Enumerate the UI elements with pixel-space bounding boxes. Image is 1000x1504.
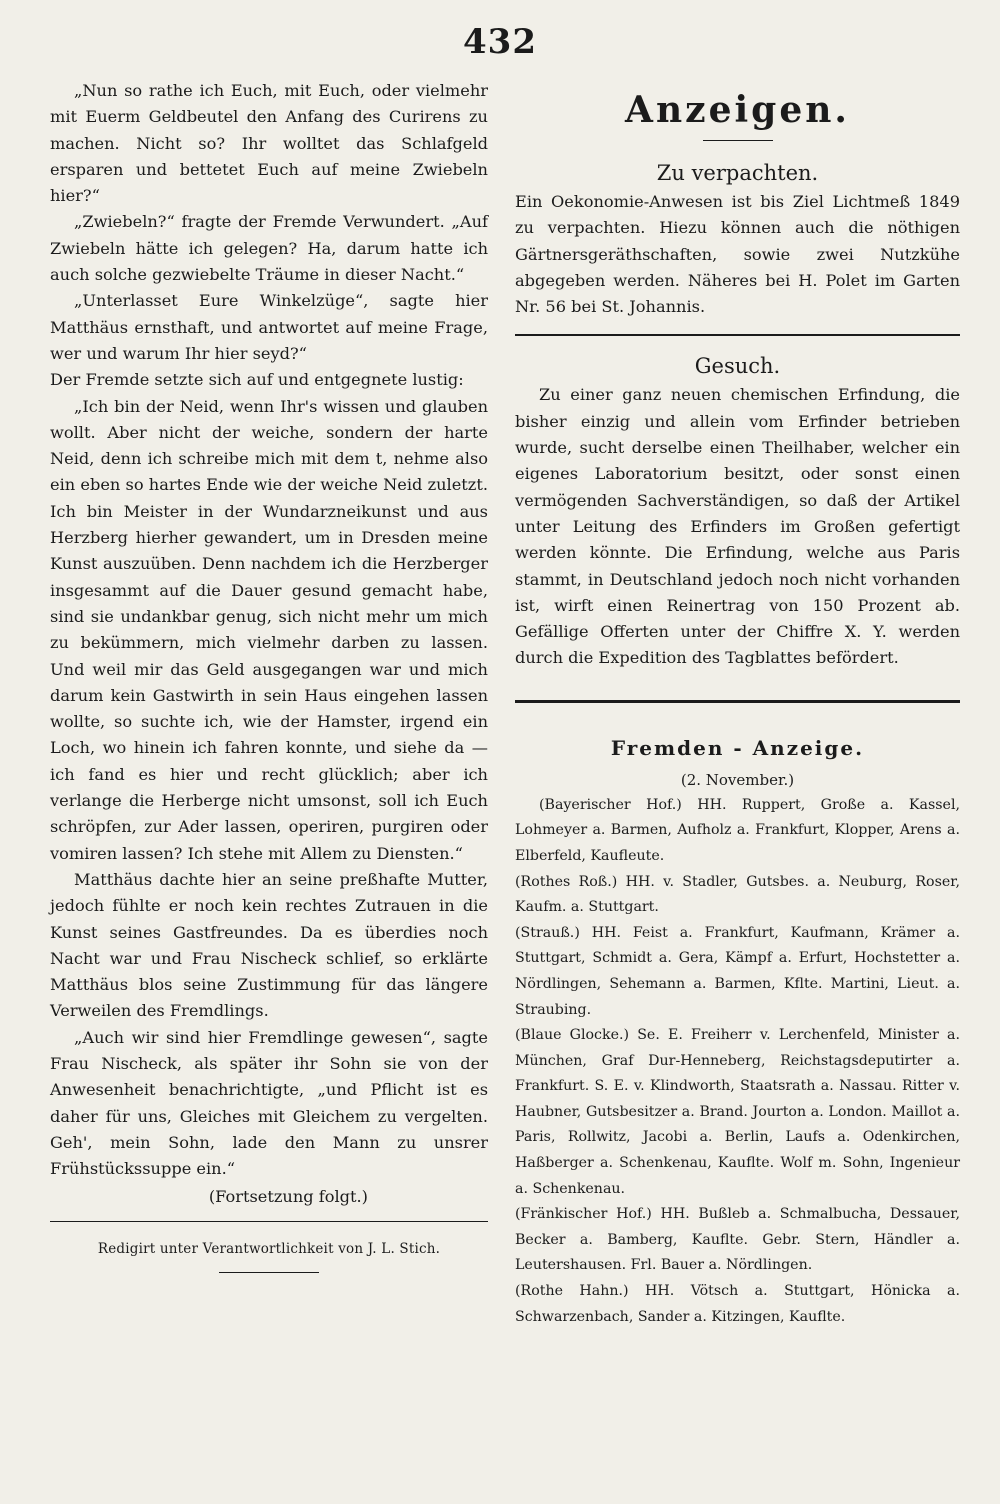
story-paragraph-7: „Auch wir sind hier Fremdlinge gewesen“, sagte Frau Nischeck, als später ihr Sohn sie von der Anwesenheit benachrichtigte, „und Pflicht ist es daher für uns, Gleiches mit Gleichem zu vergelten. Geh', mein Sohn, lade den Mann zu unsrer Frühstückssuppe ein.“ (50, 1027, 488, 1179)
visitors-entry: (Blaue Glocke.) Se. E. Freiherr v. Lerchenfeld, Minister a. München, Graf Dur-Henneberg, Reichstagsdeputirter a. Frankfurt. S. E. v. Klindworth, Staatsrath a. Nassau. Ritter v. Haubner, Gutsbesitzer a. Brand. Jourton a. London. Maillot a. Paris, Rollwitz, Jacobi a. Berlin, Laufs a. Odenkirchen, Haßberger a. Schenkenau, Kaufltе. Wolf m. Sohn, Ingenieur a. Schenkenau. (515, 1027, 960, 1197)
story-paragraph-6: Matthäus dachte hier an seine preßhafte Mutter, jedoch fühlte er noch kein rechtes Zutrauen in die Kunst seines Gastfreundes. Da es überdies noch Nacht war und Frau Nischeck schlief, so erklärte Matthäus blos seine Zustimmung für das längere Verweilen des Fremdlings. (50, 869, 488, 1021)
visitors-entry: (Rothe Hahn.) HH. Vötsch a. Stuttgart, Hönicka a. Schwarzenbach, Sander a. Kitzingen, Kaufltе. (515, 1283, 960, 1325)
request-ad-text: Zu einer ganz neuen chemischen Erfindung, die bisher einzig und allein vom Erfinder betrieben wurde, sucht derselbe einen Theilhaber, welcher ein eigenes Laboratorium besitzt, oder sonst einen vermögenden Sachverständigen, so daß der Artikel unter Leitung des Erfinders im Großen gefertigt werden könnte. Die Erfindung, welche aus Paris stammt, in Deutschland jedoch noch nicht vorhanden ist, wirft einen Reinertrag von 150 Prozent ab. Gefällige Offerten unter der Chiffre X. Y. werden durch die Expedition des Tagblattes befördert. (515, 385, 960, 668)
ads-heading: Anzeigen. (625, 89, 850, 131)
visitors-list-date: (2. November.) (680, 770, 795, 789)
section-title-request: Gesuch. (694, 354, 781, 379)
visitors-list (515, 793, 960, 1330)
visitors-list-title: Fremden - Anzeige. (610, 735, 865, 760)
continued-note: (Fortsetzung folgt.) (208, 1187, 368, 1207)
heading-divider (703, 140, 773, 141)
page-number: 432 (463, 22, 537, 62)
story-paragraph-1: „Nun so rathe ich Euch, mit Euch, oder vielmehr mit Euerm Geldbeutel den Anfang des Curirens zu machen. Nicht so? Ihr wolltet das Schlafgeld ersparen und bettetet Euch auf meine Zwiebeln hier?“ (50, 81, 488, 206)
story-paragraph-2: „Zwiebeln?“ fragte der Fremde Verwundert. „Auf Zwiebeln hätte ich gelegen? Ha, darum hatte ich auch solche gezwiebelte Träume in dieser Nacht.“ (50, 212, 488, 285)
visitors-entry: (Rothes Roß.) HH. v. Stadler, Gutsbes. a. Neuburg, Roser, Kaufm. a. Stuttgart. (515, 873, 960, 916)
story-paragraph-5: „Ich bin der Neid, wenn Ihr's wissen und glauben wollt. Aber nicht der weiche, sondern der harte Neid, denn ich schreibe mich mit dem t, nehme also ein eben so hartes Ende wie der weiche Neid zuletzt. Ich bin Meister in der Wundarzneikunst und aus Herzberg hierher gewandert, um in Dresden meine Kunst auszuüben. Denn nachdem ich die Herzberger insgesammt auf die Dauer gesund gemacht habe, sind sie undankbar genug, sich nicht mehr um mich zu bekümmern, mich vielmehr darben zu lassen. Und weil mir das Geld ausgegangen war und mich darum kein Gastwirth in sein Haus eingehen lassen wollte, so suchte ich, wie der Hamster, irgend ein Loch, wo hinein ich fahren konnte, und siehe da — ich fand es hier und recht glücklich; aber ich verlange die Herberge nicht umsonst, soll ich Euch schröpfen, zur Ader lassen, operiren, purgiren oder vomiren lassen? Ich stehe mit Allem zu Diensten.“ (50, 396, 488, 863)
section-title-lease: Zu verpachten. (656, 161, 819, 185)
story-paragraph-4: Der Fremde setzte sich auf und entgegnete lustig: (50, 370, 464, 390)
right-column (515, 78, 960, 1330)
visitors-entry: (Bayerischer Hof.) HH. Ruppert, Große a. Kassel, Lohmeyer a. Barmen, Aufholz a. Frankfurt, Klopper, Arens a. Elberfeld, Kaufleute. (515, 796, 960, 864)
section-divider-1 (515, 334, 960, 336)
visitors-entry: (Strauß.) HH. Feist a. Frankfurt, Kaufmann, Krämer a. Stuttgart, Schmidt a. Gera, Kämpf a. Erfurt, Hochstetter a. Nördlingen, Sehemann a. Barmen, Kfltе. Martini, Lieut. a. Straubing. (515, 924, 960, 1018)
left-column (50, 78, 488, 1273)
request-ad (515, 382, 960, 671)
lease-ad (515, 189, 960, 320)
section-divider-2 (515, 700, 960, 703)
editor-divider (219, 1272, 319, 1273)
lease-ad-text: Ein Oekonomie-Anwesen ist bis Ziel Lichtmeß 1849 zu verpachten. Hiezu können auch die nöthigen Gärtnersgeräthschaften, sowie zwei Nutzkühe abgegeben werden. Näheres bei H. Polet im Garten Nr. 56 bei St. Johannis. (515, 192, 960, 317)
visitors-entry: (Fränkischer Hof.) HH. Bußleb a. Schmalbucha, Dessauer, Becker a. Bamberg, Kaufltе. Gebr. Stern, Händler a. Leutershausen. Frl. Bauer a. Nördlingen. (515, 1206, 960, 1274)
story-paragraph-3: „Unterlasset Eure Winkelzüge“, sagte hier Matthäus ernsthaft, und antwortet auf meine Frage, wer und warum Ihr hier seyd?“ (50, 291, 488, 363)
editor-credit: Redigirt unter Verantwortlichkeit von J. L. Stich. (50, 1221, 488, 1262)
